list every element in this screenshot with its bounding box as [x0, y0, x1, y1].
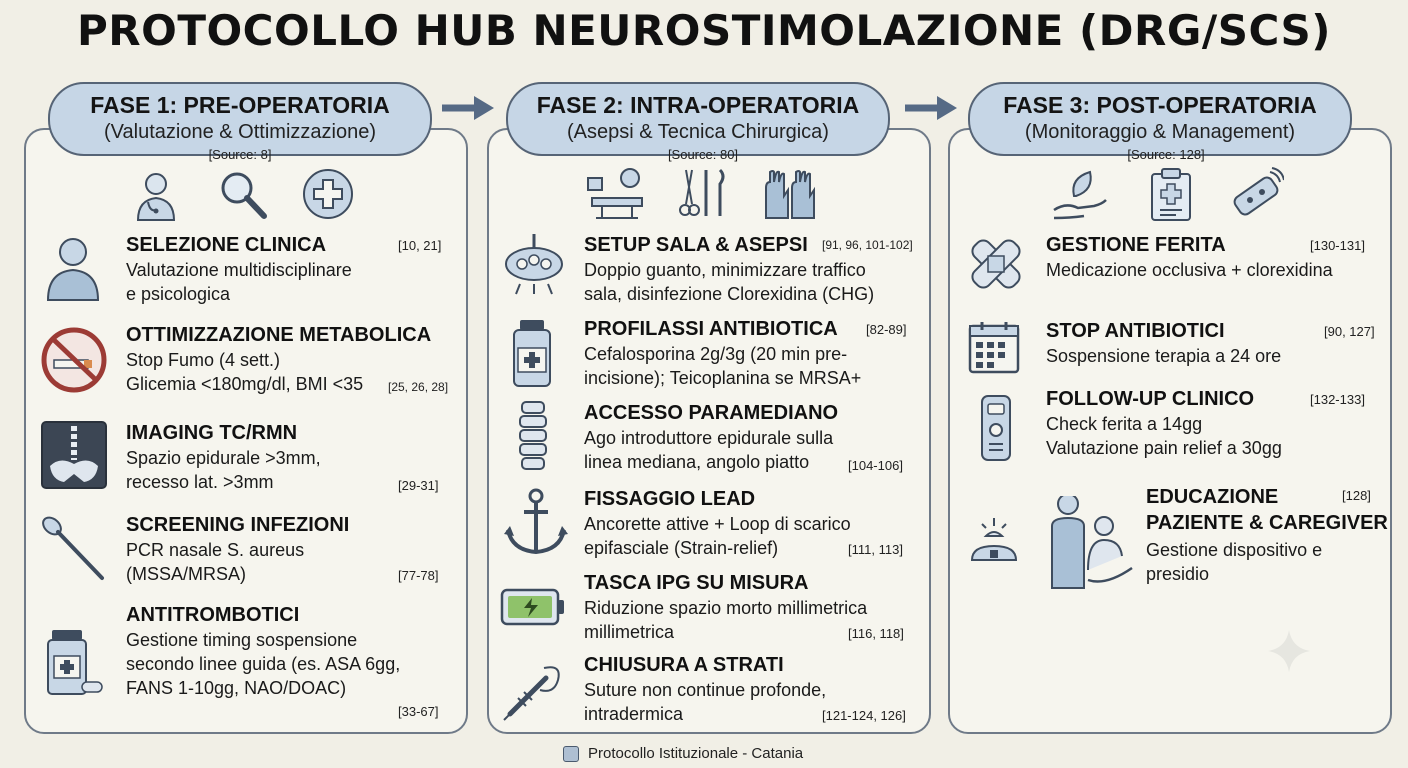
vial-icon	[500, 316, 566, 388]
item-desc: Doppio guanto, minimizzare traffico sala, disinfezione Clorexidina (CHG)	[584, 260, 875, 304]
footer-label: Protocollo Istituzionale - Catania	[588, 745, 804, 762]
legend-swatch	[563, 746, 579, 762]
item-desc: Sospensione terapia a 24 ore	[1046, 346, 1282, 366]
item-ref: [91, 96, 101-102]	[822, 238, 913, 252]
list-item	[964, 386, 1384, 466]
suture-needle-icon	[500, 654, 566, 724]
surgical-gloves-icon	[760, 166, 820, 222]
item-title: STOP ANTIBIOTICI	[1046, 320, 1225, 342]
arrow-right-icon	[440, 93, 496, 123]
anchor-icon	[500, 486, 572, 558]
magnifier-icon	[214, 166, 270, 222]
phase-3-header	[968, 82, 1352, 156]
item-ref: [132-133]	[1310, 392, 1365, 407]
swab-icon	[40, 512, 110, 584]
calendar-icon	[964, 318, 1024, 378]
item-ref: [130-131]	[1310, 238, 1365, 253]
item-title: IMAGING TC/RMN	[126, 422, 298, 444]
vertebrae-icon	[500, 400, 566, 474]
item-ref: [29-31]	[398, 478, 439, 493]
list-item	[500, 400, 920, 480]
item-ref: [104-106]	[848, 458, 903, 473]
patient-icon	[40, 232, 106, 304]
battery-icon	[500, 586, 566, 628]
item-desc: Check ferita a 14gg Valutazione pain relief a 30gg	[1046, 414, 1282, 458]
phase-1-icon-row	[128, 166, 368, 226]
phase-3-subheading: (Monitoraggio & Management)	[1024, 121, 1296, 143]
item-title: FOLLOW-UP CLINICO	[1046, 388, 1255, 410]
item-desc: Medicazione occlusiva + clorexidina	[1046, 260, 1333, 280]
item-desc: Suture non continue profonde, intradermica	[584, 680, 827, 724]
item-desc: PCR nasale S. aureus (MSSA/MRSA)	[126, 540, 305, 584]
list-item	[500, 316, 920, 396]
list-item	[40, 604, 460, 724]
list-item	[964, 232, 1384, 312]
clipboard-icon	[1146, 166, 1196, 222]
item-desc: Cefalosporina 2g/3g (20 min pre- incisione); Teicoplanina se MRSA+	[584, 344, 862, 388]
item-desc: Gestione dispositivo e presidio	[1146, 540, 1323, 584]
remote-icon	[1228, 166, 1284, 222]
list-item	[500, 232, 920, 312]
item-title-line-2: PAZIENTE & CAREGIVER	[1146, 512, 1388, 534]
caregiver-icon	[964, 496, 1144, 592]
item-title: EDUCAZIONE	[1146, 486, 1279, 508]
sparkle-icon	[1266, 628, 1312, 674]
item-ref: [128]	[1342, 488, 1371, 503]
phase-2-source: [Source: 80]	[667, 147, 739, 162]
no-smoking-icon	[40, 322, 108, 394]
item-desc: Ancorette attive + Loop di scarico epifasciale (Strain-relief)	[584, 514, 851, 558]
list-item	[500, 654, 920, 730]
medical-cross-icon	[300, 166, 356, 222]
phase-3-source: [Source: 128]	[1127, 147, 1205, 162]
item-ref: [10, 21]	[398, 238, 442, 253]
list-item	[500, 486, 920, 566]
phase-3-icon-row	[1050, 166, 1290, 226]
item-title: SETUP SALA & ASEPSI	[584, 234, 808, 256]
phase-1-source: [Source: 8]	[208, 147, 272, 162]
surgical-lamp-icon	[500, 232, 568, 298]
remote-control-icon	[976, 394, 1016, 462]
phase-3-heading: FASE 3: POST-OPERATORIA	[1003, 92, 1317, 118]
doctor-icon	[128, 166, 184, 222]
spine-xray-icon	[40, 420, 108, 490]
item-title: SCREENING INFEZIONI	[126, 514, 350, 536]
item-desc: Gestione timing sospensione secondo linee guida (es. ASA 6gg, FANS 1-10gg, NAO/DOAC)	[126, 630, 401, 698]
item-desc: Spazio epidurale >3mm, recesso lat. >3mm	[126, 448, 321, 492]
arrow-right-icon	[903, 93, 959, 123]
item-desc: Stop Fumo (4 sett.) Glicemia <180mg/dl, BMI <35	[126, 350, 364, 394]
hand-leaf-icon	[1050, 166, 1110, 222]
item-ref: [90, 127]	[1324, 324, 1375, 339]
item-ref: [116, 118]	[848, 626, 904, 641]
item-title: GESTIONE FERITA	[1046, 234, 1226, 256]
bandage-icon	[964, 232, 1028, 298]
item-ref: [77-78]	[398, 568, 439, 583]
item-ref: [25, 26, 28]	[388, 380, 449, 394]
list-item	[40, 420, 460, 500]
list-item	[964, 480, 1388, 600]
list-item	[40, 232, 460, 312]
list-item	[40, 322, 460, 402]
phase-2-header	[506, 82, 890, 156]
item-title: FISSAGGIO LEAD	[584, 488, 756, 510]
list-item	[964, 318, 1384, 378]
item-desc: Ago introduttore epidurale sulla linea mediana, angolo piatto	[584, 428, 834, 472]
phase-2-heading: FASE 2: INTRA-OPERATORIA	[536, 92, 860, 118]
list-item	[40, 512, 460, 592]
surgical-instruments-icon	[676, 166, 732, 222]
item-title: ANTITROMBOTICI	[126, 604, 300, 626]
pill-bottle-icon	[40, 626, 104, 698]
item-ref: [33-67]	[398, 704, 439, 719]
operating-table-icon	[584, 166, 648, 222]
page-title: PROTOCOLLO HUB NEUROSTIMOLAZIONE (DRG/SCS)	[77, 6, 1331, 55]
item-title: ACCESSO PARAMEDIANO	[584, 402, 839, 424]
item-ref: [82-89]	[866, 322, 907, 337]
item-desc: Riduzione spazio morto millimetrica millimetrica	[584, 598, 868, 642]
item-desc: Valutazione multidisciplinare e psicologica	[126, 260, 352, 304]
phase-1-subheading: (Valutazione & Ottimizzazione)	[104, 121, 376, 143]
item-title: OTTIMIZZAZIONE METABOLICA	[126, 324, 432, 346]
item-title: CHIUSURA A STRATI	[584, 654, 784, 676]
phase-1-header	[48, 82, 432, 156]
item-ref: [121-124, 126]	[822, 708, 906, 723]
item-title: SELEZIONE CLINICA	[126, 234, 327, 256]
phase-2-icon-row	[584, 166, 824, 226]
item-title: PROFILASSI ANTIBIOTICA	[584, 318, 838, 340]
phase-1-heading: FASE 1: PRE-OPERATORIA	[90, 92, 390, 118]
item-title: TASCA IPG SU MISURA	[584, 572, 809, 594]
item-ref: [111, 113]	[848, 542, 903, 557]
phase-2-subheading: (Asepsi & Tecnica Chirurgica)	[567, 121, 829, 143]
list-item	[500, 570, 920, 650]
